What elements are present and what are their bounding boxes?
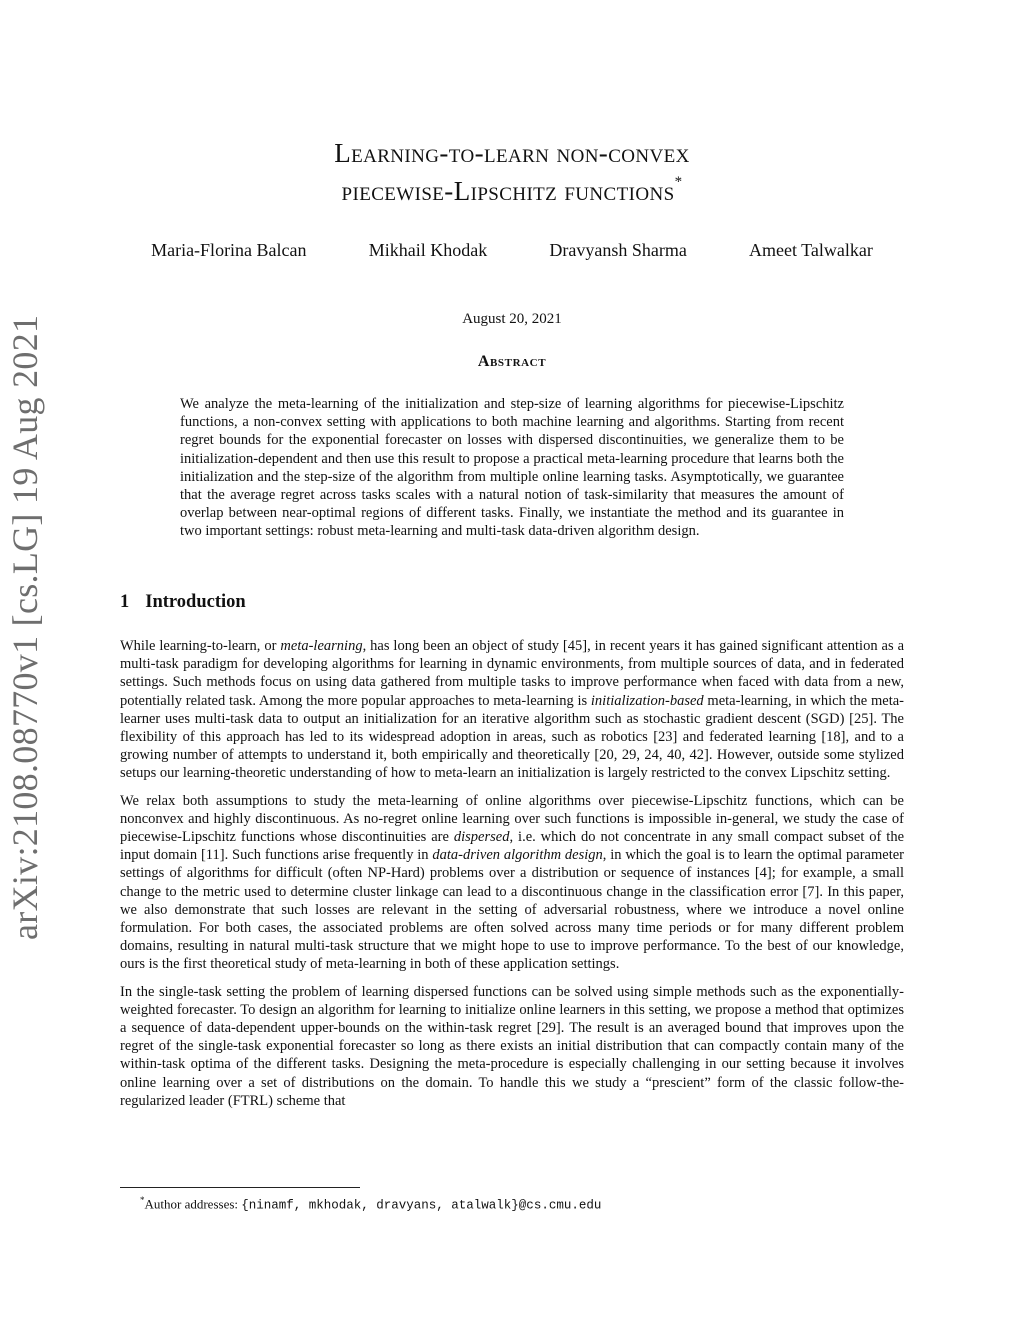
section-title: Introduction: [145, 592, 246, 612]
author-email-addresses: {ninamf, mkhodak, dravyans, atalwalk}@cs.cmu.edu: [241, 1198, 602, 1213]
footnote-mark: *: [140, 1195, 145, 1205]
footnote: [140, 1192, 601, 1213]
author-list: [120, 240, 904, 261]
paragraph-2: [120, 792, 904, 974]
title-line-1: Learning-to-learn non-convex: [334, 138, 690, 168]
p1-italic-term-meta-learning: meta-learning: [280, 638, 363, 654]
author-name: Maria-Florina Balcan: [151, 240, 307, 260]
p2-text-e: , in which the goal is to learn the optimal parameter settings of algorithms for difficult (often NP-Hard) problems over a distribution or sequence of instances [4]; for example, a small change to the metric used to determine cluster linkage can lead to a discontinuous change in the classification error [7]. In this paper, we also demonstrate that such losses are relevant in the setting of adversarial robustness, where we introduce a novel online formulation. For both cases, the associated problems are often solved across many time periods or for many different problem domains, resulting in natural multi-task structure that we might hope to use to improve performance. To the best of our knowledge, ours is the first theoretical study of meta-learning in both of these application settings.: [120, 847, 904, 973]
paper-date: August 20, 2021: [462, 311, 562, 327]
author-name: Dravyansh Sharma: [549, 240, 687, 260]
footnote-label: Author addresses:: [144, 1196, 242, 1212]
title-footnote-mark: *: [674, 174, 683, 190]
p1-text-c: , has long been an object of study [45], in recent years it has gained significant attention as a multi-task paradigm for developing algorithms for learning in dynamic environments, from multiple sources of data, and in federated settings. Such methods focus on using data gathered from multiple tasks to improve performance when faced with data from a new, potentially related task. Among the more popular approaches to meta-learning is: [120, 638, 905, 709]
section-number: 1: [120, 592, 130, 612]
p1-italic-term-initialization-based: initialization-based: [590, 692, 704, 709]
p2-italic-term-data-driven: data-driven algorithm design: [432, 847, 603, 864]
paper-title: [120, 137, 904, 208]
p2-text-c: , i.e. which do not concentrate in any small compact subset of the input domain [11]. Such functions arise frequently in: [120, 829, 905, 864]
author-name: Ameet Talwalkar: [749, 240, 873, 260]
abstract-text: We analyze the meta-learning of the initialization and step-size of learning algorithms for piecewise-Lipschitz functions, a non-convex setting with applications to both machine learning and algorithms. Starting from recent regret bounds for the exponential forecaster on losses with dispersed discontinuities, we generalize them to be initialization-dependent and then use this result to propose a practical meta-learning procedure that learns both the initialization and the step-size of the algorithm from multiple online learning tasks. Asymptotically, we guarantee that the average regret across tasks scales with a natural notion of task-similarity that measures the amount of overlap between near-optimal regions of different tasks. Finally, we instantiate the method and its guarantee in two important settings: robust meta-learning and multi-task data-driven algorithm design.: [180, 396, 844, 540]
arxiv-identifier: arXiv:2108.08770v1 [cs.LG] 19 Aug 2021: [5, 314, 45, 940]
paragraph-3: In the single-task setting the problem of learning dispersed functions can be solved using simple methods such as the exponentially-weighted forecaster. To design an algorithm for learning to initialize online learners in this setting, we propose a method that optimizes a sequence of data-dependent upper-bounds on the within-task regret [29]. The result is an averaged bound that improves upon the regret of the single-task exponential forecaster so long as there exists an initial distribution that can compactly contain many of the within-task optima of the different tasks. Designing the meta-procedure is especially challenging in our setting because it involves online learning over a set of distributions on the domain. To handle this we study a “prescient” form of the classic follow-the-regularized leader (FTRL) scheme that: [120, 983, 904, 1109]
p1-text-a: While learning-to-learn, or: [120, 638, 281, 654]
p2-italic-term-dispersed: dispersed: [453, 829, 510, 846]
footnote-divider: [120, 1187, 360, 1188]
introduction-body: [120, 637, 904, 1119]
title-line-2-text: piecewise-Lipschitz functions: [341, 176, 675, 206]
abstract-heading: Abstract: [477, 353, 547, 370]
paragraph-1: [120, 637, 904, 783]
title-line-2: [120, 170, 904, 208]
p1-text-e: meta-learning, in which the meta-learner uses multi-task data to output an initialization for an iterative algorithm such as stochastic gradient descent (SGD) [25]. The flexibility of this approach has led to its widespread adoption in areas, such as robotics [23] and federated learning [18], and to a growing number of attempts to understand it, both empirically and theoretically [20, 29, 24, 40, 42]. However, outside some stylized setups our learning-theoretic understanding of how to meta-learn an initialization is largely restricted to the convex Lipschitz setting.: [120, 692, 905, 782]
p2-text-a: We relax both assumptions to study the meta-learning of online algorithms over piecewise-Lipschitz functions, which can be nonconvex and highly discontinuous. As no-regret online learning over such functions is impossible in-general, we study the case of piecewise-Lipschitz functions whose discontinuities are: [120, 792, 904, 846]
section-heading-introduction: [120, 592, 246, 613]
author-name: Mikhail Khodak: [368, 240, 488, 260]
